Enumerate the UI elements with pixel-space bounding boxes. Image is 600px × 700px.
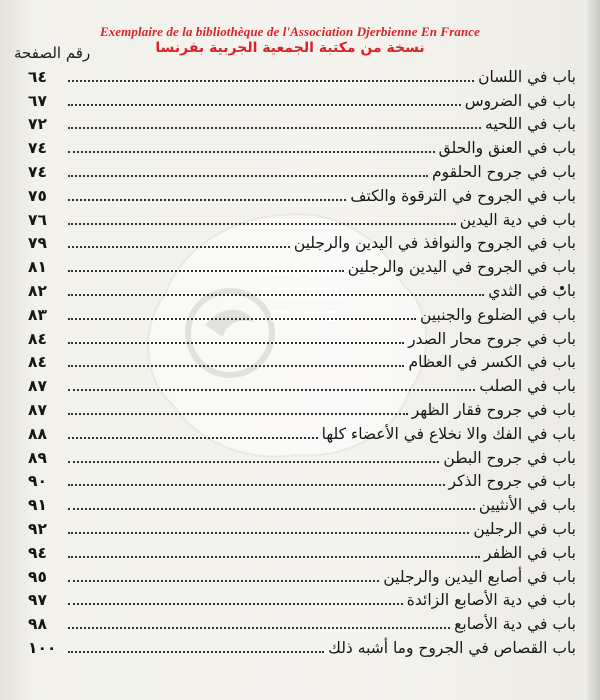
toc-entry [28,444,576,468]
toc-entry-page-number: ٧٩ [28,234,47,253]
toc-entry-title: باب في الرجلين [473,519,576,538]
toc-entry-page-number: ٧٦ [28,210,47,229]
toc-dot-leader [68,246,290,248]
toc-dot-leader [68,651,324,653]
toc-entry [28,539,576,563]
toc-entry-page-number: ٨٤ [28,329,47,348]
toc-entry-page-number: ٩٢ [28,519,47,538]
toc-entry-title: باب في الضلوع والجنبين [420,305,576,324]
toc-entry-title: باب في دية الأصابع [454,615,576,634]
toc-entry [28,634,576,658]
toc-dot-leader [68,127,481,129]
toc-entry-page-number: ٧٢ [28,115,47,134]
toc-entry-page-number: ٩٠ [28,472,47,491]
page-number-column-header: رقم الصفحة [14,44,91,62]
toc-entry [28,301,576,325]
watermark-text-line-3: FRANCE [270,308,339,325]
toc-dot-leader [68,580,379,582]
toc-entry-title: باب القصاص في الجروح وما أشبه ذلك [328,638,576,657]
toc-entry-title: باب في الكسر في العظام [408,353,576,372]
toc-dot-leader [68,484,445,486]
library-stamp-arabic: نسخة من مكتبة الجمعية الجربية بفرنسا [155,40,425,56]
toc-entry-page-number: ٨٩ [28,448,47,467]
toc-entry [28,253,576,277]
toc-entry-title: باب في الجروح في الترقوة والكتف [350,186,576,205]
toc-entry [28,111,576,135]
toc-dot-leader [68,556,480,558]
toc-entry-page-number: ٧٤ [28,139,47,158]
toc-entry-title: باب في العنق والحلق [438,139,576,158]
toc-entry-title: باب في الجروح والنوافذ في اليدين والرجلين [293,234,576,253]
toc-entry-page-number: ٨٣ [28,305,47,324]
toc-entry [28,610,576,634]
toc-entry-page-number: ٦٧ [28,91,47,110]
toc-dot-leader [68,603,403,605]
watermark-text-line-2: DJERBIEN [262,285,346,302]
page-binding-edge [584,0,600,700]
table-of-contents [28,63,576,658]
toc-dot-leader [68,294,484,296]
toc-dot-leader [68,270,344,272]
toc-entry-title: باب في الجروح في اليدين والرجلين [347,258,576,277]
toc-entry-page-number: ٦٤ [28,67,47,86]
toc-entry-title: باب في الضروس [464,91,576,110]
toc-entry [28,396,576,420]
toc-entry [28,230,576,254]
toc-dot-leader [68,413,408,415]
toc-dot-leader [68,175,428,177]
toc-entry-page-number: ٩٧ [28,591,47,610]
toc-entry-page-number: ٨٨ [28,424,47,443]
toc-entry-title: باب في اللسان [478,67,576,86]
toc-entry-title: باب في الثدي [488,281,576,300]
toc-entry-page-number: ١٠٠ [28,638,57,657]
toc-entry [28,349,576,373]
toc-dot-leader [68,199,346,201]
toc-entry [28,468,576,492]
toc-dot-leader [68,365,404,367]
toc-entry [28,87,576,111]
toc-entry [28,372,576,396]
toc-entry-title: باب في أصابع اليدين والرجلين [383,567,576,586]
toc-entry-page-number: ٩٥ [28,567,47,586]
toc-entry-title: باب في جروح فقار الظهر [411,400,576,419]
toc-entry-title: باب في جروح البطن [443,448,576,467]
toc-entry-page-number: ٩٤ [28,543,47,562]
toc-entry-title: باب في جروح الذكر [448,472,576,491]
toc-dot-leader [68,151,435,153]
toc-dot-leader [68,104,461,106]
toc-entry-title: باب في الأنثيين [478,496,576,515]
toc-dot-leader [68,461,439,463]
toc-entry [28,182,576,206]
toc-entry-title: باب في دية اليدين [459,210,576,229]
watermark-text-line-1: ASSOCIATION [258,263,373,280]
toc-entry [28,515,576,539]
toc-dot-leader [68,318,416,320]
toc-entry-page-number: ٩١ [28,496,47,515]
toc-dot-leader [68,389,475,391]
toc-entry [28,63,576,87]
toc-entry-title: باب في جروح الحلقوم [432,162,576,181]
toc-entry-title: باب في دية الأصابع الزائدة [406,591,576,610]
toc-dot-leader [68,342,404,344]
toc-entry-page-number: ٨١ [28,258,47,277]
toc-entry-title: باب في اللحيه [485,115,576,134]
toc-entry-title: باب في الصلب [479,377,576,396]
library-stamp-french: Exemplaire de la bibliothèque de l'Association Djerbienne En France [99,24,481,39]
toc-entry-page-number: ٧٤ [28,162,47,181]
toc-entry-title: باب في جروح محار الصدر [408,329,576,348]
toc-entry [28,134,576,158]
toc-entry-page-number: ٨٧ [28,400,47,419]
toc-entry-page-number: ٧٥ [28,186,47,205]
toc-entry [28,491,576,515]
toc-dot-leader [68,437,318,439]
toc-entry [28,563,576,587]
toc-entry [28,420,576,444]
toc-entry [28,325,576,349]
toc-entry [28,587,576,611]
toc-entry-page-number: ٨٤ [28,353,47,372]
toc-entry-page-number: ٨٧ [28,377,47,396]
toc-entry-title: باب في الفك والا نخلاع في الأعضاء كلها [321,424,576,443]
toc-dot-leader [68,627,450,629]
toc-entry [28,158,576,182]
toc-entry-title: باب في الظفر [484,543,576,562]
toc-dot-leader [68,223,456,225]
toc-dot-leader [68,532,469,534]
toc-entry-page-number: ٨٢ [28,281,47,300]
toc-entry-page-number: ٩٨ [28,615,47,634]
toc-entry [28,206,576,230]
toc-entry [28,277,576,301]
toc-dot-leader [68,508,475,510]
toc-dot-leader [68,80,474,82]
